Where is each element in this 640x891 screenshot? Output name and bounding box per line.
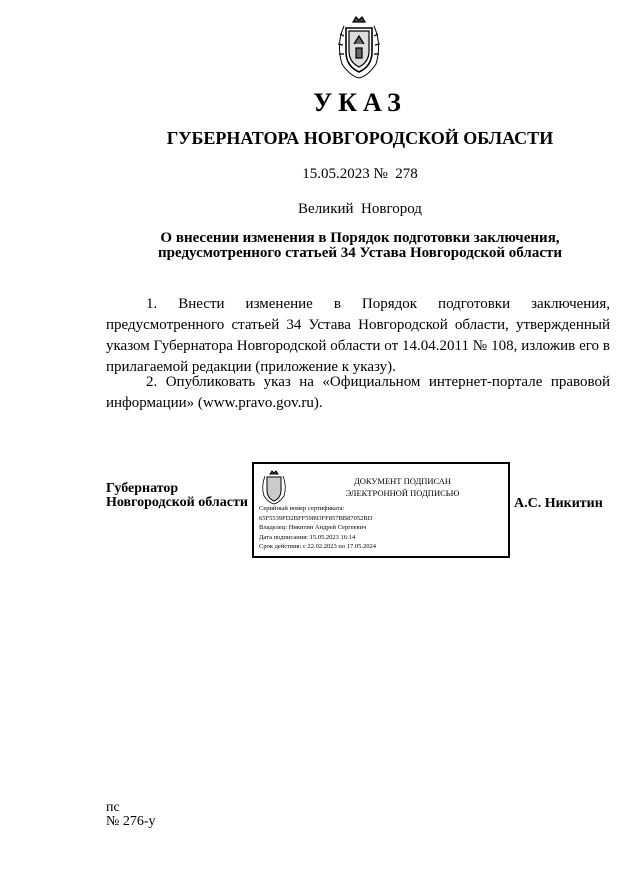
stamp-signed-date: Дата подписания: 15.05.2023 16:14	[259, 533, 356, 541]
city: Великий Новгород	[298, 201, 422, 217]
stamp-coat-of-arms-icon	[260, 470, 288, 506]
stamp-line-1: ДОКУМЕНТ ПОДПИСАН	[353, 476, 452, 486]
document-title: УКАЗ	[313, 88, 407, 117]
stamp-serial-value: 65F5539FD2BFF59893FF857BB87052BD	[259, 514, 373, 522]
date-number: 15.05.2023 № 278	[302, 166, 418, 182]
paragraph-1: 1. Внести изменение в Порядок подготовки заключения, предусмотренного статьей 34 Устава Новгородской области, утвержденный указом Губернатора Новгородской области от 14.04.2011 № 108, изложив его в прилагаемой редакции (приложение к указу).	[106, 296, 610, 375]
stamp-validity: Срок действия: с 22.02.2023 по 17.05.2024	[259, 543, 376, 550]
stamp-line-2: ЭЛЕКТРОННОЙ ПОДПИСЬЮ	[345, 488, 460, 498]
stamp-details	[259, 504, 376, 552]
document-subtitle: ГУБЕРНАТОРА НОВГОРОДСКОЙ ОБЛАСТИ	[166, 128, 554, 148]
document-heading	[40, 231, 640, 261]
footer-note	[106, 801, 156, 829]
heading-line-2: предусмотренного статьей 34 Устава Новгородской области	[158, 245, 562, 261]
signer-title	[106, 482, 248, 510]
electronic-signature-stamp	[252, 462, 510, 558]
signer-title-line-2: Новгородской области	[106, 495, 248, 510]
footer-line-2: № 276-у	[106, 814, 156, 829]
stamp-owner: Владелец: Никитин Андрей Сергеевич	[259, 524, 367, 531]
signer-title-line-1: Губернатор	[106, 481, 179, 496]
heading-line-1: О внесении изменения в Порядок подготовки заключения,	[160, 230, 560, 246]
stamp-serial-label: Серийный номер сертификата:	[259, 505, 345, 512]
paragraph-2: 2. Опубликовать указ на «Официальном интернет-портале правовой информации» (www.pravo.gov.ru).	[106, 374, 610, 411]
coat-of-arms-icon	[334, 14, 384, 82]
stamp-heading	[300, 475, 505, 499]
signer-name: А.С. Никитин	[514, 496, 603, 511]
footer-line-1: пс	[106, 800, 120, 815]
